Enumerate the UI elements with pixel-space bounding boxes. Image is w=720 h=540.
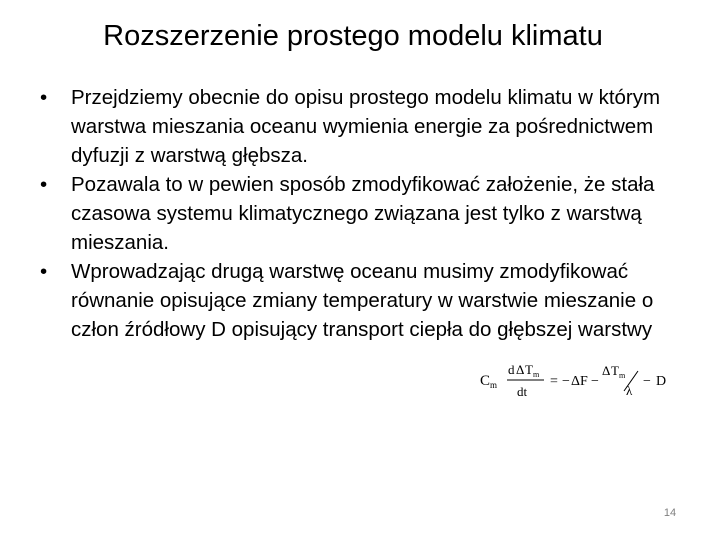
- bullet-item-2: [40, 170, 700, 257]
- page-number: 14: [663, 507, 677, 519]
- eq-delta-f-delta: Δ: [571, 374, 581, 389]
- slide-title: Rozszerzenie prostego modelu klimatu: [103, 20, 603, 52]
- eq-minus-3: −: [643, 374, 651, 389]
- eq-c-sub: m: [490, 380, 498, 390]
- bullet-marker: •: [40, 260, 48, 283]
- eq-frac2-sub: m: [619, 371, 626, 380]
- eq-frac2-delta: Δ: [602, 363, 611, 378]
- bullet-marker: •: [40, 173, 48, 196]
- eq-minus-2: −: [591, 374, 599, 389]
- bullet-item-1: [40, 83, 700, 170]
- bullet-list: [40, 83, 700, 344]
- eq-lambda: λ: [626, 383, 633, 398]
- equation-image: [478, 357, 684, 405]
- eq-frac2-t: T: [611, 363, 619, 378]
- eq-minus-1: −: [562, 374, 570, 389]
- eq-num-sub: m: [533, 370, 540, 379]
- eq-num-delta: Δ: [516, 362, 525, 377]
- bullet-item-3: [40, 257, 700, 344]
- bullet-text-3: Wprowadzając drugą warstwę oceanu musimy zmodyfikować równanie opisujące zmiany temperatury w warstwie mieszanie o człon źródłowy D opisujący transport ciepła do głębszej warstwy: [71, 260, 654, 341]
- equation-svg: [478, 357, 684, 405]
- bullet-marker: •: [40, 86, 48, 109]
- eq-num-t: T: [525, 362, 533, 377]
- eq-equals: =: [550, 374, 558, 389]
- eq-den-dt: dt: [517, 384, 528, 399]
- bullet-text-2: Pozawala to w pewien sposób zmodyfikować założenie, że stała czasowa systemu klimatycznego związana jest tylko z warstwą mieszania.: [71, 173, 655, 254]
- eq-c: C: [480, 373, 491, 389]
- bullet-text-1: Przejdziemy obecnie do opisu prostego modelu klimatu w którym warstwa mieszania oceanu wymienia energie za pośrednictwem dyfuzji z warstwą głębsza.: [71, 86, 661, 167]
- eq-num-d: d: [508, 362, 515, 377]
- eq-d-term: D: [656, 374, 667, 389]
- eq-delta-f-f: F: [580, 374, 588, 389]
